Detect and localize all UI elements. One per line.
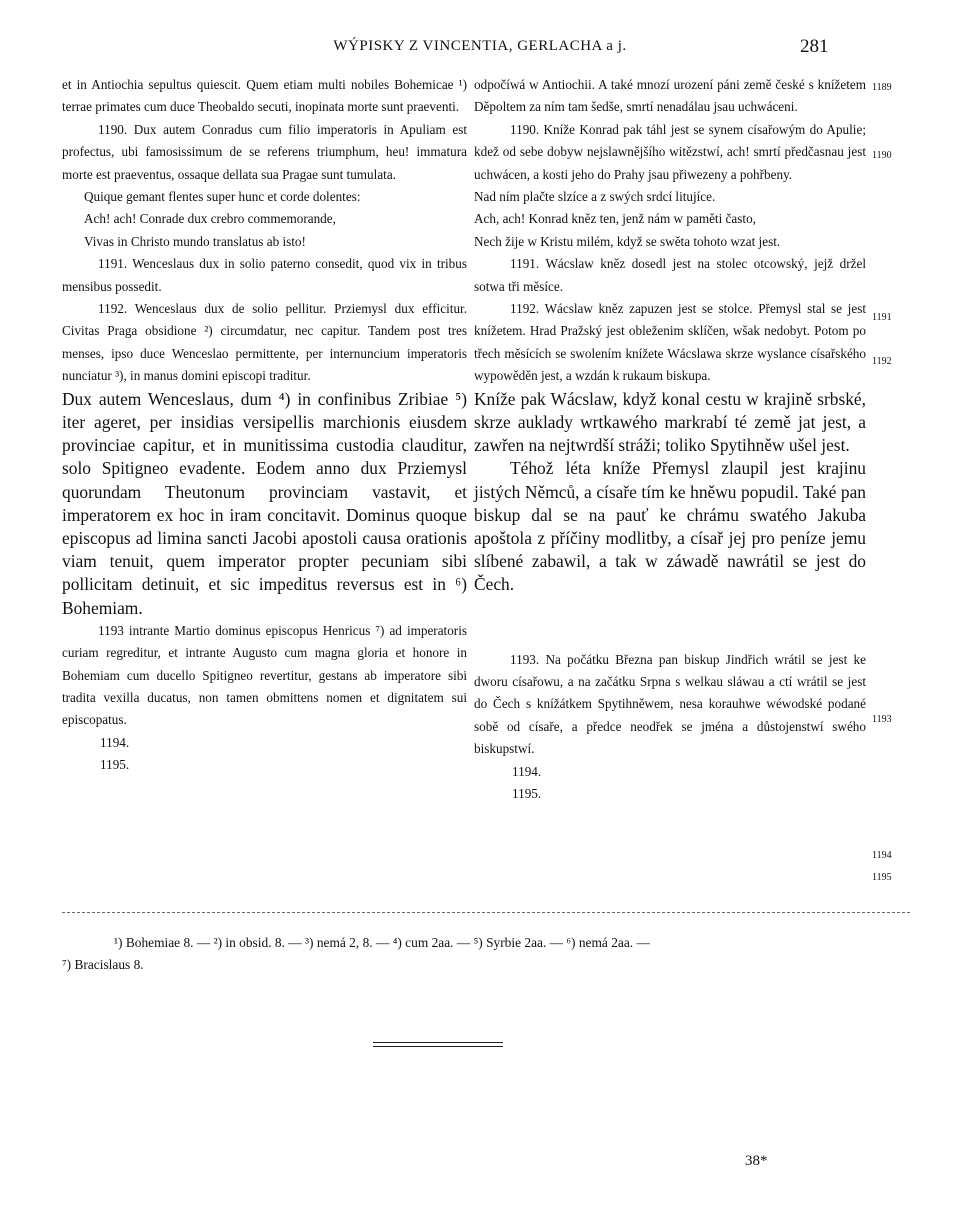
latin-column: [62, 74, 467, 777]
margin-year: 1192: [872, 356, 892, 367]
margin-year: 1191: [872, 312, 892, 323]
paragraph: Dux autem Wenceslaus, dum ⁴) in confinibus Zribiae ⁵) iter ageret, per insidias versipellis marchionis eiusdem provinciae capitur, et in munitissima custodia clauditur, solo Spitigneo evadente. Eodem anno dux Prziemysl quorundam Theutonum provinciam vastavit, et imperatorem ex hoc in iram concitavit. Dominus quoque episcopus ad limina sancti Jacobi apostoli causa orationis viam tenuit, quem imperator propter pecuniam sibi pollicitam detinuit, et sic impeditus reversus est in ⁶) Bohemiam.: [62, 388, 467, 618]
margin-year: 1190: [872, 150, 892, 161]
paragraph: 1192. Wenceslaus dux de solio pellitur. Prziemysl dux efficitur. Civitas Praga obsidione ²) circumdatur, nec capitur. Tandem post tres menses, ipso duce Wenceslao permittente, per internuncium imperatoris nunciatur ³), in manus domini episcopi traditur.: [62, 301, 467, 384]
paragraph: 1193 intrante Martio dominus episcopus Henricus ⁷) ad imperatoris curiam regreditur, et intrante Augusto cum magna gloria et honore in Bohemiam cum ducello Spitigneo revertitur, gestans ab imperatore sibi tradita vexilla ducatus, non tamen obmittens nomen et dignitatem sui episcopatus.: [62, 622, 467, 728]
paragraph: 1191. Wenceslaus dux in solio paterno consedit, quod vix in tribus mensibus possedit.: [62, 256, 467, 294]
margin-year: 1194: [872, 850, 892, 861]
footnote-separator: [62, 912, 910, 913]
paragraph: 1192. Wácslaw kněz zapuzen jest se stolce. Přemysl stal se jest knížetem. Hrad Pražský jest obleženim sklíčen, wšak nedobyt. Potom po třech měsících se swolením knížete Wácslawa skrze wyslance císařského wypowěděn jest, a wzdán k rukaum biskupa.: [474, 301, 866, 384]
year-entry: 1194.: [100, 734, 130, 750]
margin-year: 1193: [872, 714, 892, 725]
year-entry: 1194.: [512, 763, 542, 779]
paragraph: Nech žije w Kristu milém, když se swěta tohoto wzat jest.: [474, 233, 781, 249]
verse-line: Ach! ach! Conrade dux crebro commemorande,: [84, 211, 336, 227]
paragraph: 1191. Wácslaw kněz dosedl jest na stolec otcowský, jejž držel sotwa tři měsíce.: [474, 256, 866, 294]
paragraph: odpočíwá w Antiochii. A také mnozí urození páni země české s knížetem Děpoltem za ním tam šedše, smrtí nenadálau jsau uchwáceni.: [474, 77, 866, 115]
paragraph: 1193. Na počátku Března pan biskup Jindřich wrátil se jest ke dworu císařowu, a na začátku Srpna s welkau sláwau a ctí wrátil se jest do Čech s knížátkem Spytihněwem, nesa korauhwe wéwodské podané sobě od císaře, a předce neodřek se jména a důstojenstwí swého biskupstwí.: [474, 651, 866, 757]
footnotes: [62, 932, 892, 976]
paragraph: 1190. Kníže Konrad pak táhl jest se synem císařowým do Apulie; kdež od sebe dobyw nejslawnějšího witězstwí, ach! smrtí předčasnau jest uchwácen, a kosti jeho do Prahy jsau přiwezeny a pohřbeny.: [474, 121, 866, 182]
paragraph: Ach, ach! Konrad kněz ten, jenž nám w paměti často,: [474, 211, 756, 227]
end-rule: [373, 1046, 503, 1047]
year-entry: 1195.: [512, 785, 542, 801]
paragraph: Kníže pak Wácslaw, když konal cestu w krajině srbské, skrze auklady wrtkawého markrabí té země jat jest, a zawřen na nejtwrdší stráži; toliko Spytihněw ušel jest.: [474, 388, 866, 456]
page-header: [0, 38, 960, 62]
running-title: WÝPISKY Z VINCENTIA, GERLACHA a j.: [333, 38, 627, 54]
footnote-line: ⁷) Bracislaus 8.: [62, 957, 144, 972]
paragraph-gap: [474, 613, 866, 633]
paragraph: et in Antiochia sepultus quiescit. Quem etiam multi nobiles Bohemicae ¹) terrae primates cum duce Theobaldo secuti, inopinata morte sunt praeventi.: [62, 77, 467, 115]
end-rule: [373, 1042, 503, 1043]
czech-column: [474, 74, 866, 805]
signature-mark: 38*: [745, 1153, 768, 1169]
page-number: 281: [800, 36, 829, 57]
verse-line: Vivas in Christo mundo translatus ab isto!: [84, 233, 306, 249]
verse-line: Quique gemant flentes super hunc et corde dolentes:: [84, 189, 361, 205]
margin-year: 1189: [872, 82, 892, 93]
paragraph: Nad ním plačte slzíce a z swých srdcí litujíce.: [474, 189, 716, 205]
year-entry: 1195.: [100, 757, 130, 773]
footnote-line: ¹) Bohemiae 8. — ²) in obsid. 8. — ³) nemá 2, 8. — ⁴) cum 2aa. — ⁵) Syrbie 2aa. — ⁶) nemá 2aa. —: [114, 935, 650, 950]
paragraph: Téhož léta kníže Přemysl zlaupil jest krajinu jistých Němců, a císaře tím ke hněwu popudil. Také pan biskup dal se na pauť ke chrámu swatého Jakuba apoštola z příčiny modlitby, a císař jej pro peníze jemu slíbené zabawil, a tak w záwadě nawrátil se jest do Čech.: [474, 458, 866, 595]
paragraph: 1190. Dux autem Conradus cum filio imperatoris in Apuliam est profectus, ubi famosissimum de se referens triumphum, heu! immatura morte est praeventus, ossaque dellata sua Pragae sunt tumulata.: [62, 121, 467, 182]
margin-year: 1195: [872, 872, 892, 883]
